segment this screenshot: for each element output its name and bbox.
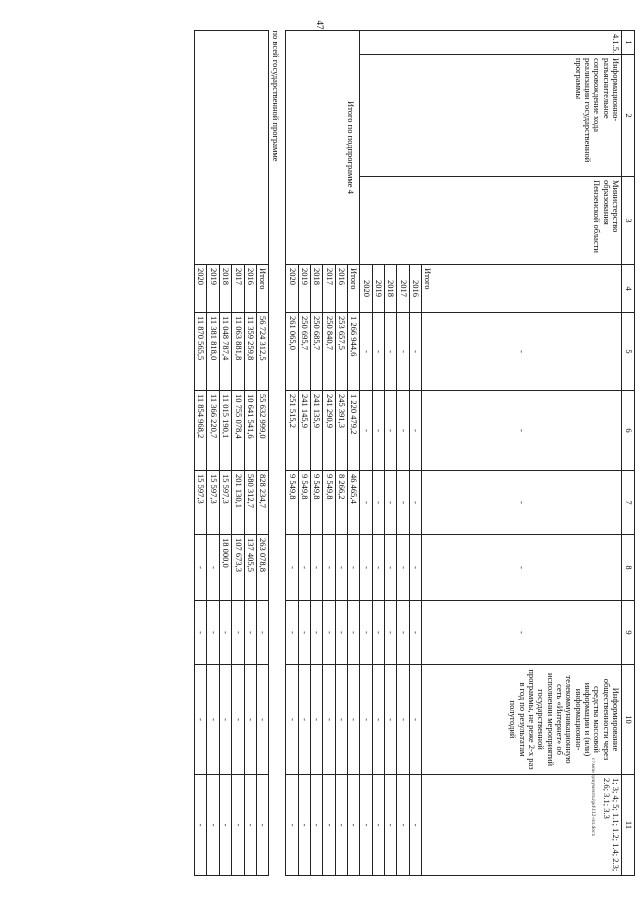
value-cell: -	[207, 775, 219, 876]
col-header: 11	[622, 775, 635, 876]
value-cell: -	[323, 775, 335, 876]
value-cell: -	[207, 535, 219, 601]
col-header: 6	[622, 391, 635, 471]
value-cell: -	[207, 665, 219, 775]
value-cell: 55 632 999,0	[256, 391, 268, 471]
value-cell: 250 840,7	[323, 313, 335, 391]
value-cell: -	[219, 601, 231, 665]
value-cell: -	[360, 313, 372, 391]
whole-program-blank	[195, 31, 269, 265]
value-cell: 251 515,2	[286, 391, 298, 471]
value-cell: -	[360, 471, 372, 535]
value-cell: -	[372, 471, 384, 535]
value-cell: -	[244, 601, 256, 665]
value-cell: -	[219, 775, 231, 876]
value-cell: -	[298, 535, 310, 601]
value-cell: -	[310, 601, 322, 665]
value-cell: 580 312,7	[244, 471, 256, 535]
value-cell: 56 724 312,5	[256, 313, 268, 391]
value-cell: -	[360, 601, 372, 665]
value-cell: -	[298, 775, 310, 876]
value-cell: 137 405,5	[244, 535, 256, 601]
value-cell: -	[232, 601, 244, 665]
value-cell: 46 465,4	[347, 471, 359, 535]
col-header: 3	[622, 177, 635, 265]
table-row	[422, 31, 622, 876]
value-cell: -	[286, 601, 298, 665]
year-cell: 2019	[298, 265, 310, 313]
year-cell: 2019	[207, 265, 219, 313]
value-cell: -	[244, 775, 256, 876]
value-cell: -	[384, 391, 396, 471]
value-cell: 263 078,8	[256, 535, 268, 601]
value-cell: -	[286, 665, 298, 775]
year-cell: 2016	[409, 265, 421, 313]
value-cell: -	[409, 391, 421, 471]
value-cell: 261 065,0	[286, 313, 298, 391]
value-cell: 250 695,7	[298, 313, 310, 391]
value-cell: -	[372, 535, 384, 601]
value-cell: -	[286, 535, 298, 601]
value-cell: 11 063 881,8	[232, 313, 244, 391]
value-cell: -	[397, 313, 409, 391]
value-cell: -	[335, 601, 347, 665]
col-header: 8	[622, 535, 635, 601]
value-cell: 250 685,7	[310, 313, 322, 391]
value-cell: -	[397, 535, 409, 601]
value-cell: -	[409, 535, 421, 601]
value-cell: 201 130,1	[232, 471, 244, 535]
value-cell: -	[422, 391, 622, 471]
value-cell: -	[323, 601, 335, 665]
value-cell: -	[298, 601, 310, 665]
value-cell: -	[335, 535, 347, 601]
value-cell: -	[232, 775, 244, 876]
value-cell: 11 381 818,0	[207, 313, 219, 391]
value-cell: -	[372, 775, 384, 876]
value-cell: 8 266,2	[335, 471, 347, 535]
value-cell: -	[298, 665, 310, 775]
value-cell: -	[422, 601, 622, 665]
value-cell: -	[372, 391, 384, 471]
value-cell: -	[397, 471, 409, 535]
value-cell: -	[347, 601, 359, 665]
value-cell: -	[422, 471, 622, 535]
value-cell: -	[323, 535, 335, 601]
year-cell: 2020	[195, 265, 207, 313]
value-cell: -	[256, 601, 268, 665]
value-cell: -	[347, 535, 359, 601]
row-number: 4.1.5.	[360, 31, 622, 55]
value-cell: 241 135,9	[310, 391, 322, 471]
value-cell: -	[360, 665, 372, 775]
value-cell: -	[335, 775, 347, 876]
year-cell: 2018	[310, 265, 322, 313]
value-cell: -	[409, 665, 421, 775]
spacer-row	[269, 31, 286, 876]
column-number-row	[622, 31, 635, 876]
col-header: 7	[622, 471, 635, 535]
value-cell: 107 673,3	[232, 535, 244, 601]
col-header: 5	[622, 313, 635, 391]
value-cell: -	[347, 665, 359, 775]
footer-file-path: c:\мои документы\pd\112-пп.docx	[590, 758, 596, 837]
whole-program-label: по всей государственной программе	[270, 30, 281, 162]
value-cell: 9 549,8	[310, 471, 322, 535]
value-cell: 10 641 541,6	[244, 391, 256, 471]
value-cell: -	[360, 775, 372, 876]
value-cell: -	[372, 313, 384, 391]
value-cell: -	[323, 665, 335, 775]
year-cell: 2017	[323, 265, 335, 313]
value-cell: -	[372, 601, 384, 665]
year-cell: 2016	[244, 265, 256, 313]
activity-name: Информационно-разъяснительное сопровождение хода реализации государственной программы	[360, 55, 622, 177]
value-cell: -	[195, 665, 207, 775]
value-cell: 18 000,0	[219, 535, 231, 601]
value-cell: -	[207, 601, 219, 665]
indicator-text: Информирование общественности через средства массовой информации и (или) информационно-телекоммуникационную сеть «Интернет» об исполнении мероприятий государственной программы, не реже 2-х раз в год по результатам полугодий	[422, 665, 622, 775]
value-cell: 15 597,3	[207, 471, 219, 535]
year-cell: 2019	[372, 265, 384, 313]
value-cell: -	[244, 665, 256, 775]
col-header: 10	[622, 665, 635, 775]
value-cell: -	[256, 665, 268, 775]
value-cell: -	[195, 775, 207, 876]
year-cell: Итого	[347, 265, 359, 313]
value-cell: -	[335, 665, 347, 775]
value-cell: -	[195, 535, 207, 601]
page-number: 47	[315, 20, 325, 30]
value-cell: -	[360, 535, 372, 601]
year-cell: 2020	[360, 265, 372, 313]
value-cell: 15 597,3	[219, 471, 231, 535]
value-cell: 9 549,8	[298, 471, 310, 535]
value-cell: -	[347, 775, 359, 876]
value-cell: -	[384, 665, 396, 775]
value-cell: -	[397, 665, 409, 775]
value-cell: -	[360, 391, 372, 471]
col-header: 2	[622, 55, 635, 177]
value-cell: 9 549,8	[286, 471, 298, 535]
value-cell: -	[384, 471, 396, 535]
value-cell: -	[372, 665, 384, 775]
value-cell: 15 597,3	[195, 471, 207, 535]
value-cell: -	[310, 535, 322, 601]
value-cell: 241 145,9	[298, 391, 310, 471]
value-cell: 253 657,5	[335, 313, 347, 391]
value-cell: 1 266 944,6	[347, 313, 359, 391]
col-header: 1	[622, 31, 635, 55]
value-cell: 245 391,3	[335, 391, 347, 471]
value-cell: 9 549,8	[323, 471, 335, 535]
value-cell: -	[409, 313, 421, 391]
col-header: 9	[622, 601, 635, 665]
value-cell: -	[422, 535, 622, 601]
table-row	[256, 31, 268, 876]
value-cell: -	[397, 601, 409, 665]
value-cell: -	[219, 665, 231, 775]
value-cell: 828 234,7	[256, 471, 268, 535]
value-cell: -	[409, 471, 421, 535]
indicator-ref: 1; 3; 4; 5; 1.1; 1.2; 1.4; 2.3; 2.6; 3.1; 3.3	[422, 775, 622, 876]
value-cell: -	[409, 775, 421, 876]
program-table	[194, 30, 635, 876]
value-cell: -	[397, 775, 409, 876]
value-cell: 11 048 787,4	[219, 313, 231, 391]
value-cell: 11 359 259,8	[244, 313, 256, 391]
value-cell: -	[286, 775, 298, 876]
executor: Министерство образования Пензенской области	[360, 177, 622, 265]
value-cell: -	[384, 535, 396, 601]
year-cell: Итого	[422, 265, 622, 313]
year-cell: 2017	[232, 265, 244, 313]
value-cell: 1 220 479,2	[347, 391, 359, 471]
year-cell: 2018	[384, 265, 396, 313]
value-cell: 11 854 968,2	[195, 391, 207, 471]
value-cell: -	[195, 601, 207, 665]
value-cell: -	[409, 601, 421, 665]
value-cell: -	[384, 775, 396, 876]
value-cell: -	[232, 665, 244, 775]
value-cell: 10 755 078,4	[232, 391, 244, 471]
value-cell: -	[384, 601, 396, 665]
value-cell: 241 290,9	[323, 391, 335, 471]
year-cell: Итого	[256, 265, 268, 313]
value-cell: -	[310, 665, 322, 775]
value-cell: 11 870 565,5	[195, 313, 207, 391]
value-cell: -	[422, 313, 622, 391]
year-cell: 2016	[335, 265, 347, 313]
col-header: 4	[622, 265, 635, 313]
rotated-landscape-page	[90, 30, 635, 875]
table-row	[347, 31, 359, 876]
value-cell: 11 366 220,7	[207, 391, 219, 471]
value-cell: -	[256, 775, 268, 876]
year-cell: 2020	[286, 265, 298, 313]
year-cell: 2017	[397, 265, 409, 313]
value-cell: -	[310, 775, 322, 876]
value-cell: -	[397, 391, 409, 471]
value-cell: -	[384, 313, 396, 391]
year-cell: 2018	[219, 265, 231, 313]
value-cell: 11 015 190,1	[219, 391, 231, 471]
subprogram-total-label: Итого по подпрограмме 4	[286, 31, 360, 265]
